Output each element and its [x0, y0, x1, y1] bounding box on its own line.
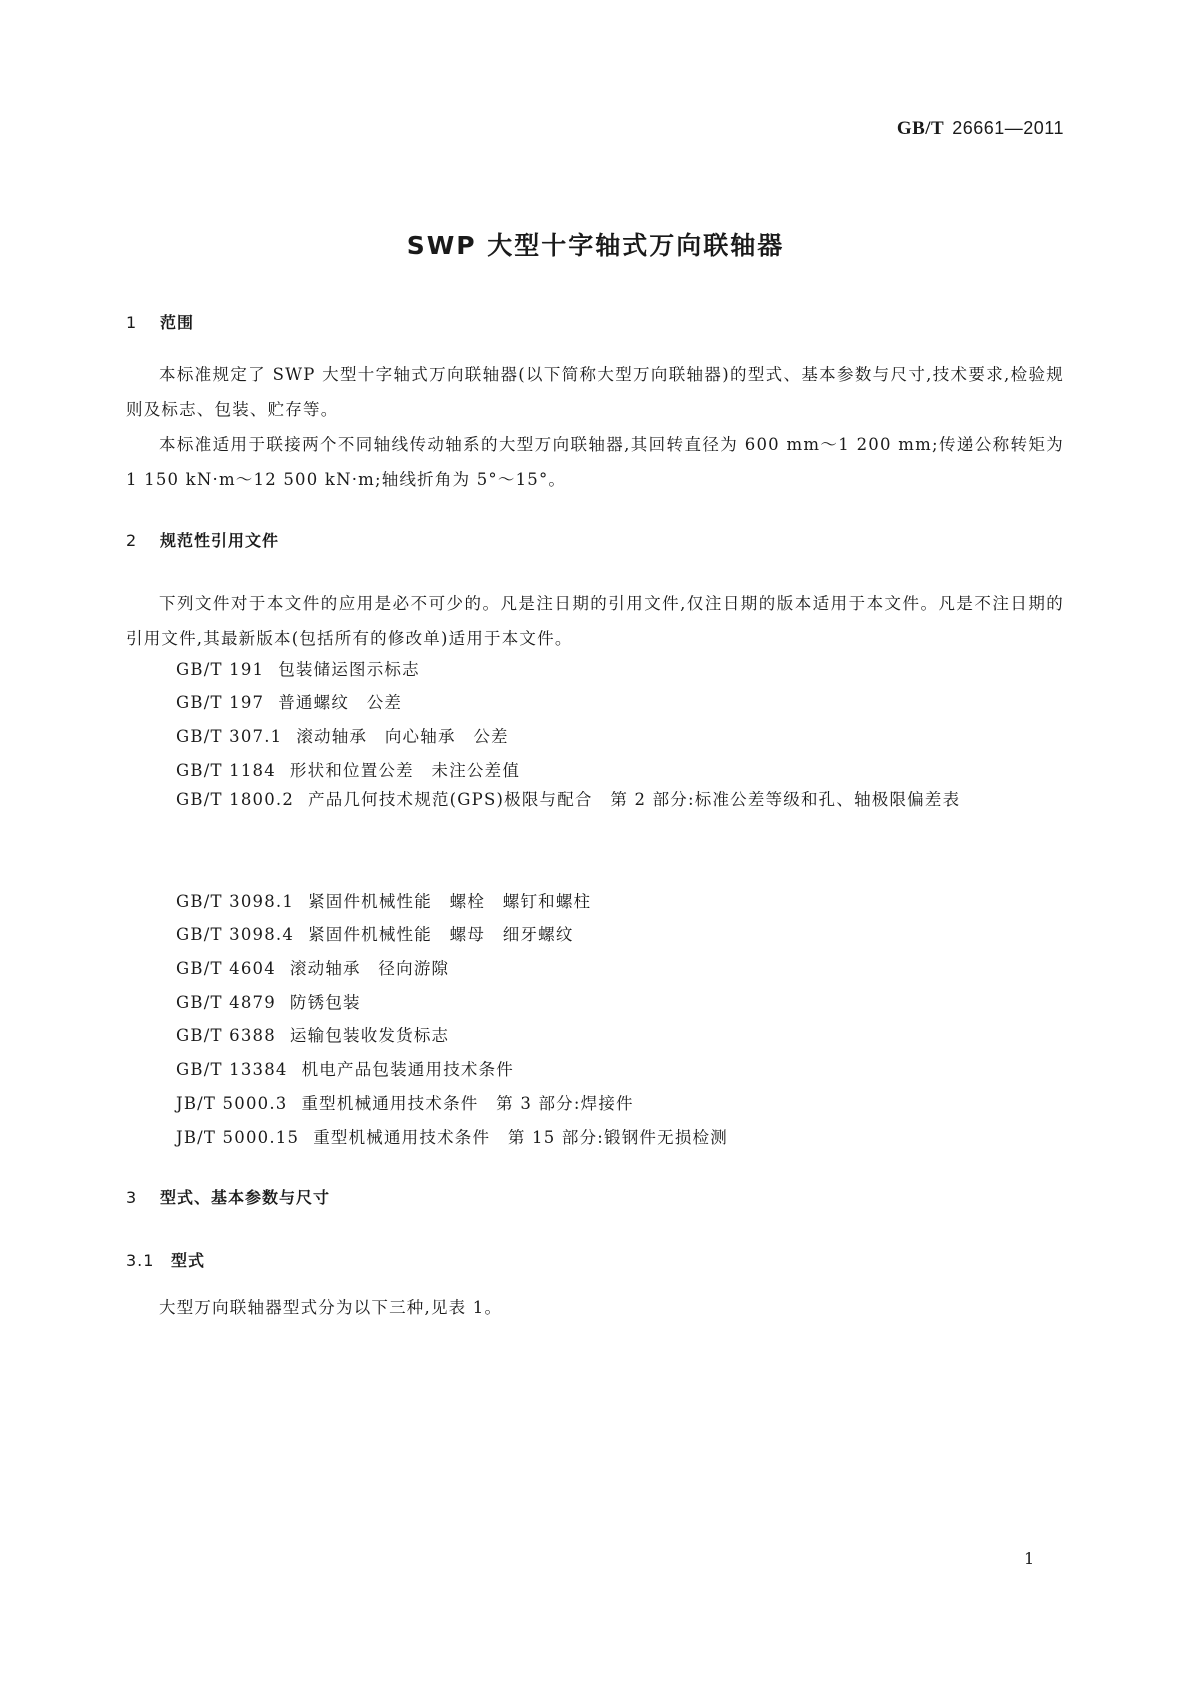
section-3-1-heading: [126, 1248, 205, 1271]
standard-number: 26661—2011: [952, 118, 1064, 138]
section-1-paragraph-1: 本标准规定了 SWP 大型十字轴式万向联轴器(以下简称大型万向联轴器)的型式、基本参数与尺寸,技术要求,检验规则及标志、包装、贮存等。: [126, 365, 1064, 419]
reference-title: 重型机械通用技术条件 第 15 部分:锻钢件无损检测: [313, 1128, 728, 1147]
reference-title: 防锈包装: [289, 993, 361, 1012]
standard-prefix: GB/T: [896, 118, 945, 139]
reference-title: 机电产品包装通用技术条件: [301, 1060, 515, 1079]
reference-item: [176, 955, 449, 979]
section-number: 2: [126, 531, 138, 550]
reference-code: GB/T 3098.1: [176, 892, 295, 911]
reference-title: 普通螺纹 公差: [278, 693, 403, 712]
reference-code: GB/T 13384: [176, 1060, 288, 1079]
document-title: SWP 大型十字轴式万向联轴器: [406, 231, 785, 260]
reference-item: [176, 757, 520, 781]
reference-title: 包装储运图示标志: [278, 660, 420, 679]
section-title: 型式: [171, 1251, 206, 1270]
reference-item: [176, 888, 591, 912]
reference-item: [176, 921, 574, 945]
reference-code: GB/T 191: [176, 660, 265, 679]
reference-title: 运输包装收发货标志: [289, 1026, 450, 1045]
section-title: 规范性引用文件: [160, 531, 280, 550]
section-2-heading: [126, 528, 279, 551]
reference-item: [126, 782, 1064, 817]
reference-item: [176, 989, 361, 1013]
reference-code: GB/T 3098.4: [176, 925, 295, 944]
section-number: 3: [126, 1188, 138, 1207]
reference-title: 重型机械通用技术条件 第 3 部分:焊接件: [301, 1094, 634, 1113]
reference-code: GB/T 197: [176, 693, 265, 712]
section-3-heading: [126, 1185, 330, 1208]
reference-title: 产品几何技术规范(GPS)极限与配合 第 2 部分:标准公差等级和孔、轴极限偏差表: [308, 790, 961, 809]
section-2-intro: 下列文件对于本文件的应用是必不可少的。凡是注日期的引用文件,仅注日期的版本适用于本文件。凡是不注日期的引用文件,其最新版本(包括所有的修改单)适用于本文件。: [126, 594, 1064, 648]
section-1-heading: [126, 310, 194, 333]
reference-code: GB/T 4879: [176, 993, 276, 1012]
page-number: 1: [1024, 1549, 1035, 1568]
reference-code: GB/T 1800.2: [176, 790, 295, 809]
reference-item: [176, 1090, 634, 1114]
reference-code: JB/T 5000.15: [176, 1128, 300, 1147]
standard-code: [897, 118, 1064, 140]
reference-code: GB/T 4604: [176, 959, 276, 978]
reference-item: [176, 1124, 728, 1148]
reference-title: 紧固件机械性能 螺栓 螺钉和螺柱: [308, 892, 592, 911]
reference-item: [176, 723, 509, 747]
reference-title: 滚动轴承 向心轴承 公差: [296, 727, 509, 746]
reference-code: GB/T 307.1: [176, 727, 283, 746]
reference-code: JB/T 5000.3: [176, 1094, 288, 1113]
section-title: 范围: [160, 313, 195, 332]
reference-code: GB/T 1184: [176, 761, 276, 780]
reference-title: 形状和位置公差 未注公差值: [289, 761, 521, 780]
section-1-paragraph-2: 本标准适用于联接两个不同轴线传动轴系的大型万向联轴器,其回转直径为 600 mm～1 200 mm;传递公称转矩为 1 150 kN·m～12 500 kN·m;轴线折角为 5°～15°。: [126, 435, 1064, 489]
reference-title: 滚动轴承 径向游隙: [289, 959, 450, 978]
section-number: 1: [126, 313, 138, 332]
reference-code: GB/T 6388: [176, 1026, 276, 1045]
reference-item: [176, 656, 420, 680]
reference-item: [176, 689, 402, 713]
reference-title: 紧固件机械性能 螺母 细牙螺纹: [308, 925, 574, 944]
section-number: 3.1: [126, 1251, 155, 1270]
reference-item: [176, 1022, 449, 1046]
section-3-1-paragraph: 大型万向联轴器型式分为以下三种,见表 1。: [159, 1298, 503, 1317]
reference-item: [176, 1056, 514, 1080]
section-title: 型式、基本参数与尺寸: [160, 1188, 331, 1207]
